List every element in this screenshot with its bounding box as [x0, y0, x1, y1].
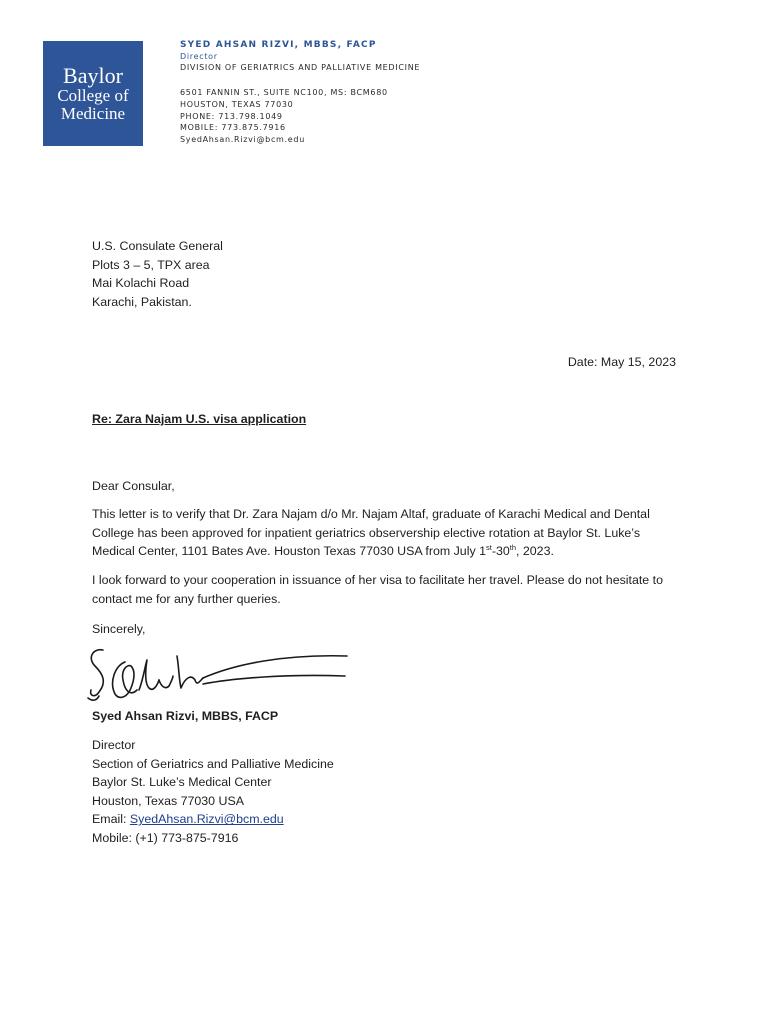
body-paragraph-1: [92, 505, 682, 561]
signatory-center: Baylor St. Luke’s Medical Center: [92, 775, 272, 790]
address-line: PHONE: 713.798.1049: [180, 111, 283, 121]
recipient-line: Mai Kolachi Road: [92, 276, 190, 291]
letterhead-info: [180, 40, 420, 146]
recipient-line: Karachi, Pakistan.: [92, 294, 192, 309]
signatory-title: Director: [92, 738, 136, 752]
email-link[interactable]: SyedAhsan.Rizvi@bcm.edu: [129, 812, 284, 827]
letterhead-address: [180, 87, 420, 146]
address-line: SyedAhsan.Rizvi@bcm.edu: [180, 135, 305, 145]
signatory-section: Section of Geriatrics and Palliative Medicine: [92, 756, 334, 771]
paragraph-text: , 2023.: [516, 544, 554, 559]
letterhead-division: DIVISION OF GERIATRICS AND PALLIATIVE MEDICINE: [180, 63, 421, 72]
signatory-name: Syed Ahsan Rizvi, MBBS, FACP: [92, 709, 279, 723]
logo-line-3: Medicine: [60, 103, 126, 123]
recipient-line: U.S. Consulate General: [92, 239, 223, 253]
closing: Sincerely,: [92, 622, 146, 636]
body-paragraph-2: I look forward to your cooperation in issuance of her visa to facilitate her travel. Please do not hesitate to contact me for any further queries.: [92, 573, 663, 606]
subject-line: Re: Zara Najam U.S. visa application: [92, 412, 307, 426]
signatory-city: Houston, Texas 77030 USA: [92, 793, 244, 808]
handwritten-signature: [85, 636, 355, 708]
ordinal-suffix: st: [485, 543, 492, 553]
signatory-email-row: [92, 810, 334, 829]
recipient-line: Plots 3 – 5, TPX area: [92, 257, 210, 272]
signature-block: [92, 736, 334, 848]
address-line: 6501 FANNIN ST., SUITE NC100, MS: BCM680: [180, 88, 388, 97]
paragraph-text: This letter is to verify that Dr. Zara Najam d/o Mr. Najam Altaf, graduate of Karachi Medical and Dental College has been approved for inpatient geriatrics observership elective rotation at Baylor St. Luke’s Medical Center, 1101 Bates Ave. Houston Texas 77030 USA from July 1: [92, 507, 650, 559]
recipient-address: [92, 237, 223, 311]
paragraph-text: -30: [491, 544, 510, 559]
address-line: HOUSTON, TEXAS 77030: [180, 99, 294, 109]
email-label: Email:: [92, 812, 130, 827]
letterhead-title: Director: [180, 52, 218, 61]
ordinal-suffix: th: [509, 543, 517, 553]
letterhead-name: SYED AHSAN RIZVI, MBBS, FACP: [180, 40, 377, 50]
logo-line-1: Baylor: [63, 62, 123, 88]
salutation: Dear Consular,: [92, 479, 175, 493]
signatory-mobile: Mobile: (+1) 773-875-7916: [92, 830, 239, 845]
letter-date: Date: May 15, 2023: [567, 355, 676, 369]
baylor-logo: [43, 41, 143, 146]
logo-line-2: College of: [57, 86, 129, 106]
address-line: MOBILE: 773.875.7916: [180, 123, 286, 133]
